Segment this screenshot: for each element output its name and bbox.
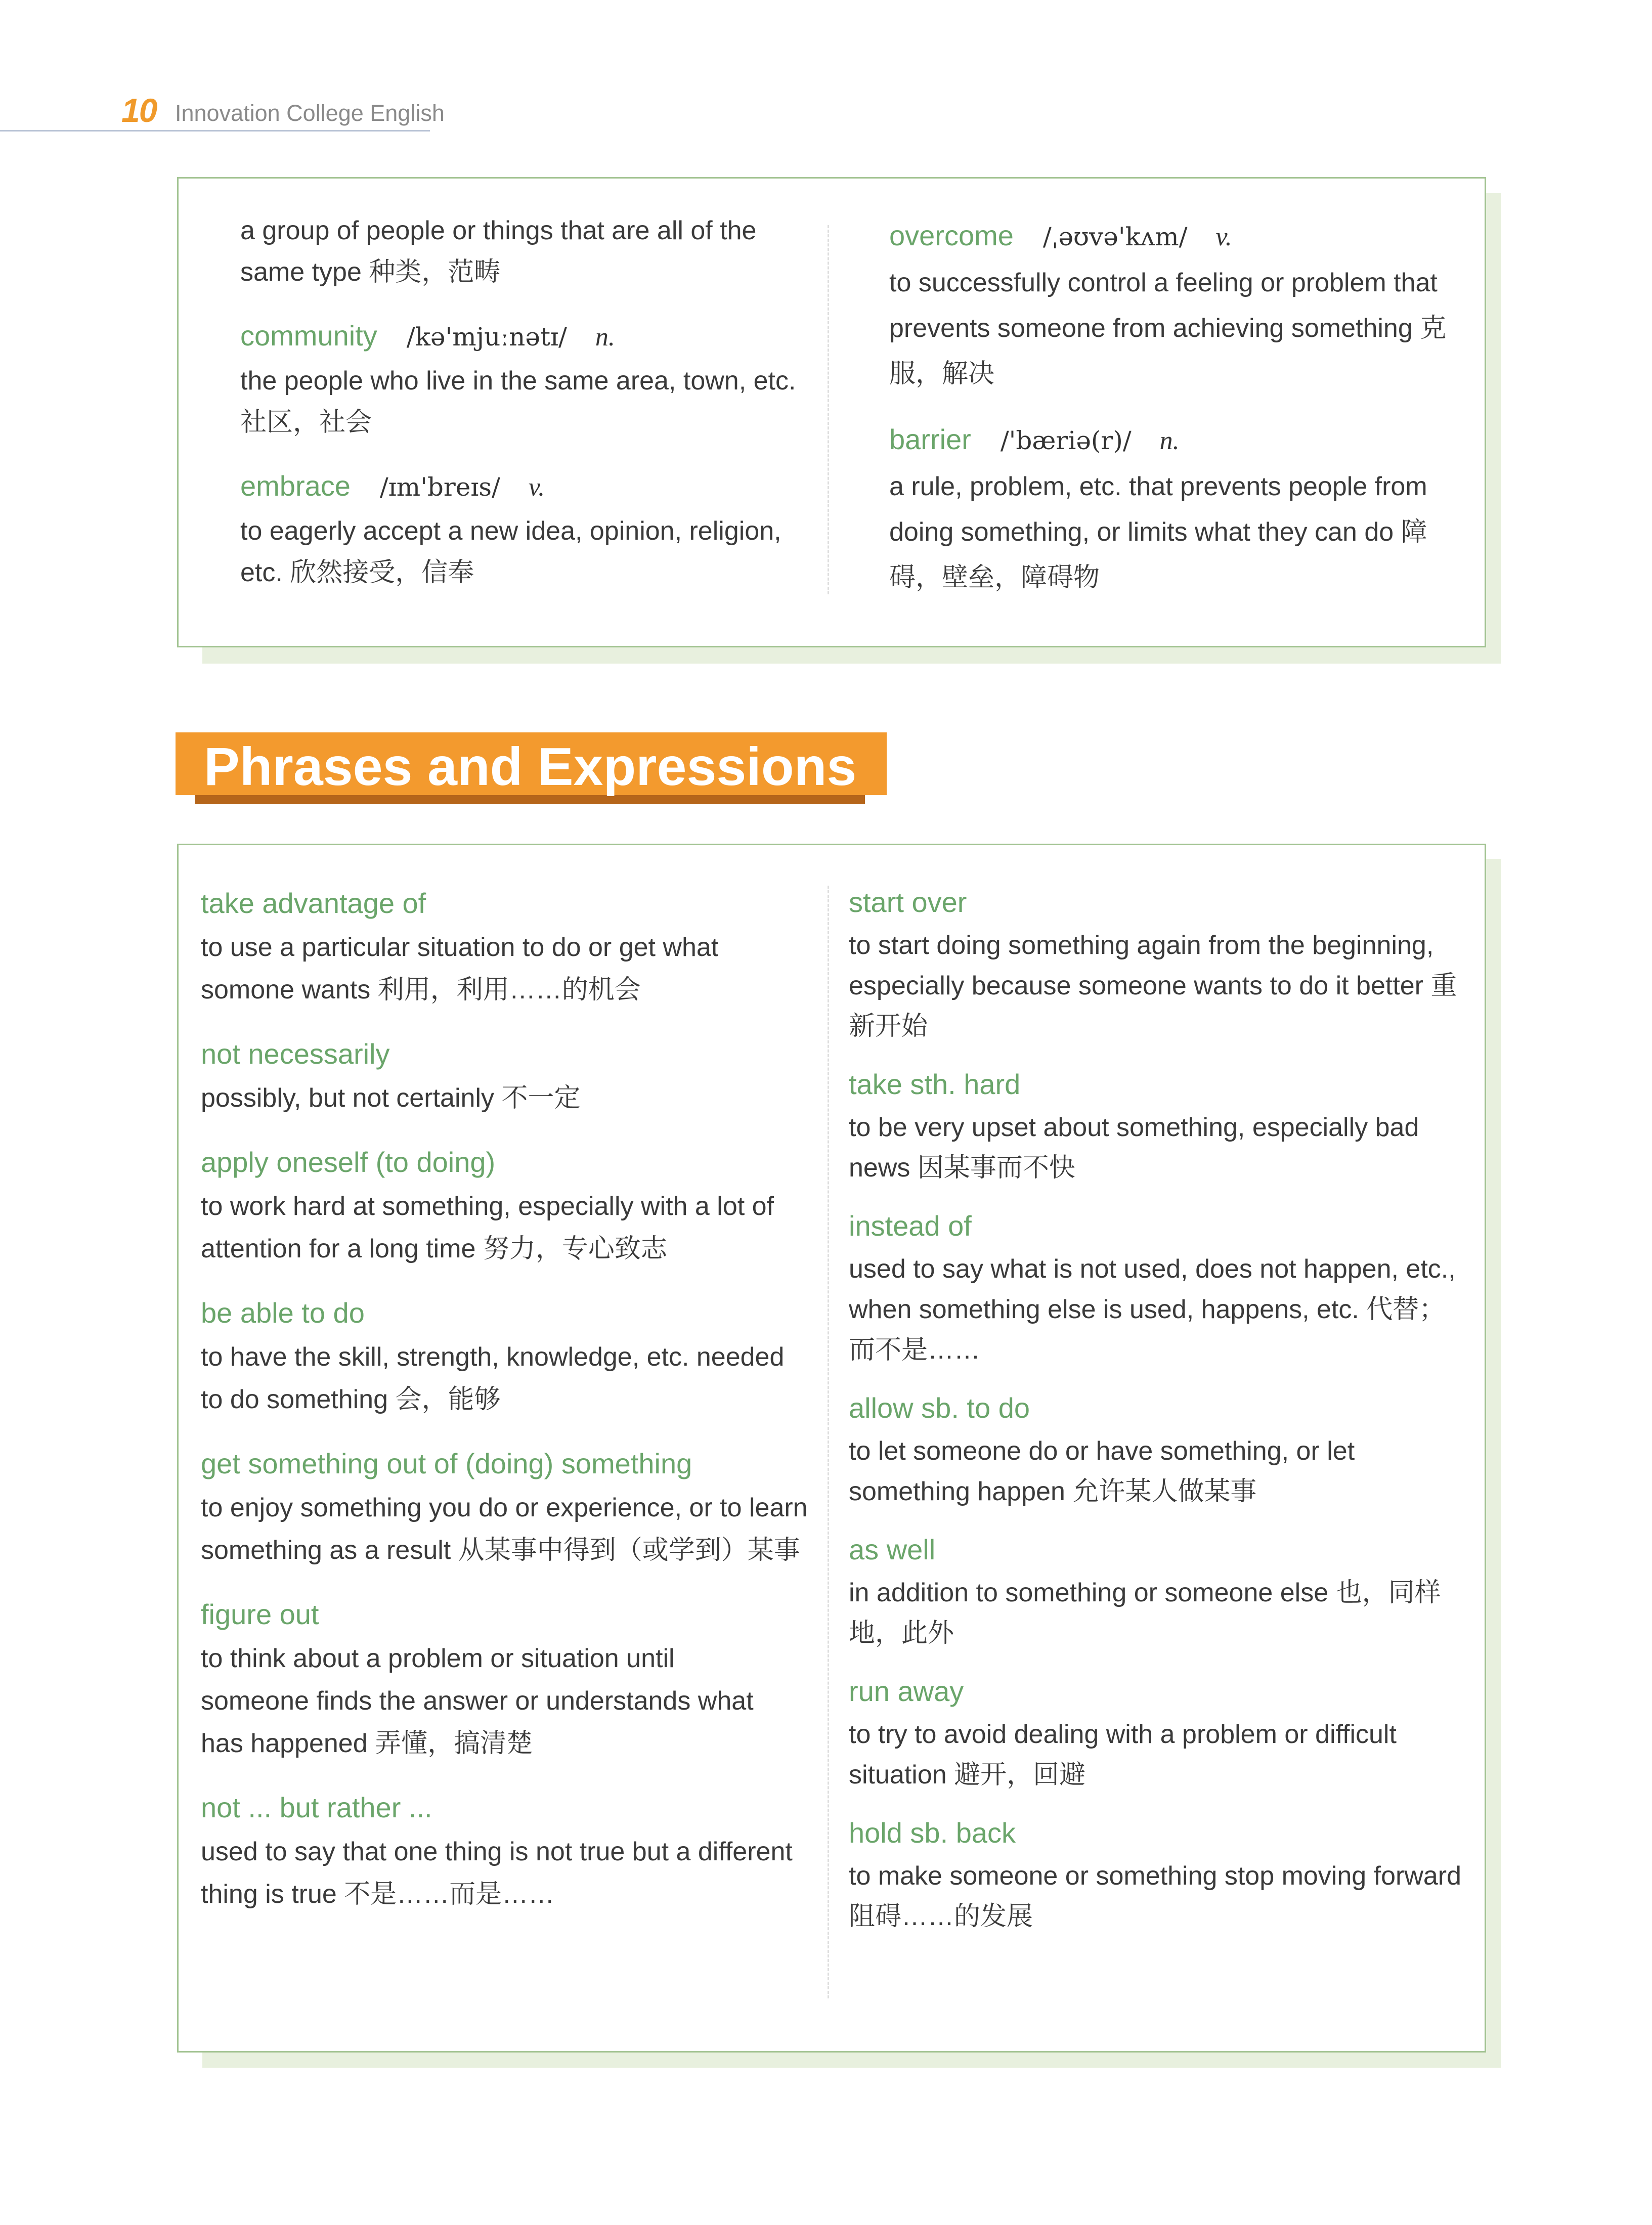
phrase-term: take sth. hard xyxy=(849,1068,1021,1100)
phrase-entry xyxy=(201,1592,808,1765)
vocab-entry xyxy=(889,417,1466,600)
phrase-term: not necessarily xyxy=(201,1038,390,1070)
book-title: Innovation College English xyxy=(175,100,445,126)
vocab-column-divider xyxy=(828,225,829,594)
vocab-entry xyxy=(240,210,812,293)
vocab-term: barrier xyxy=(889,423,971,455)
phrase-definition: used to say that one thing is not true but a different thing is true 不是……而是…… xyxy=(201,1837,793,1909)
phrase-term: instead of xyxy=(849,1210,972,1242)
vocab-ipa: /kə'mjuːnətɪ/ xyxy=(406,322,567,352)
vocab-pos: n. xyxy=(595,323,615,352)
phrase-entry xyxy=(849,880,1471,1046)
phrase-definition: in addition to something or someone else 也，同样地，此外 xyxy=(849,1578,1441,1648)
phrase-term: start over xyxy=(849,886,967,918)
phrase-term: figure out xyxy=(201,1598,319,1630)
phrase-entry xyxy=(201,1031,808,1119)
header-rule xyxy=(0,130,430,132)
phrase-definition: possibly, but not certainly 不一定 xyxy=(201,1083,581,1113)
vocab-entry xyxy=(240,313,812,443)
vocab-pos: v. xyxy=(528,473,545,502)
phrase-definition: to let someone do or have something, or let something happen 允许某人做某事 xyxy=(849,1436,1355,1506)
phrase-term: be able to do xyxy=(201,1297,365,1329)
phrase-term: take advantage of xyxy=(201,887,426,919)
phrases-left-column xyxy=(201,881,808,1915)
phrase-definition: to have the skill, strength, knowledge, etc. needed to do something 会，能够 xyxy=(201,1342,785,1414)
phrase-definition: to work hard at something, especially with a lot of attention for a long time 努力，专心致志 xyxy=(201,1192,774,1263)
phrase-entry xyxy=(201,881,808,1011)
vocab-entry xyxy=(889,213,1466,397)
vocab-pos: n. xyxy=(1159,426,1180,455)
vocab-definition: a rule, problem, etc. that prevents people from doing something, or limits what they can do 障碍，壁垒，障碍物 xyxy=(889,472,1427,592)
vocab-ipa: /'bæriə(r)/ xyxy=(1000,426,1132,455)
phrase-definition: to start doing something again from the beginning, especially because someone wants to do it better 重新开始 xyxy=(849,931,1457,1041)
phrase-definition: to use a particular situation to do or get what somone wants 利用，利用……的机会 xyxy=(201,933,719,1005)
phrase-entry xyxy=(849,1669,1471,1795)
phrase-term: hold sb. back xyxy=(849,1817,1016,1849)
vocab-term: community xyxy=(240,320,377,352)
phrase-definition: to be very upset about something, especially bad news 因某事而不快 xyxy=(849,1113,1419,1183)
vocab-ipa: /ɪm'breɪs/ xyxy=(379,472,500,502)
phrase-entry xyxy=(849,1385,1471,1512)
vocab-definition: a group of people or things that are all of the same type 种类，范畴 xyxy=(240,216,757,287)
phrase-definition: to think about a problem or situation until someone finds the answer or understands what has happened 弄懂，搞清楚 xyxy=(201,1644,754,1758)
phrase-entry xyxy=(201,1785,808,1915)
phrase-entry xyxy=(849,1203,1471,1370)
page-header xyxy=(0,87,445,133)
phrase-entry xyxy=(201,1441,808,1572)
phrase-definition: to enjoy something you do or experience, or to learn something as a result 从某事中得到（或学到）某事 xyxy=(201,1493,808,1565)
phrase-entry xyxy=(849,1527,1471,1653)
phrase-term: get something out of (doing) something xyxy=(201,1448,692,1479)
vocab-pos: v. xyxy=(1215,223,1232,251)
phrase-definition: to try to avoid dealing with a problem or difficult situation 避开，回避 xyxy=(849,1720,1397,1790)
vocab-term: overcome xyxy=(889,220,1014,251)
page-number: 10 xyxy=(121,92,157,129)
phrase-term: run away xyxy=(849,1675,964,1707)
phrase-term: apply oneself (to doing) xyxy=(201,1146,496,1178)
phrase-entry xyxy=(849,1810,1471,1937)
section-title: Phrases and Expressions xyxy=(204,737,857,797)
phrase-definition: to make someone or something stop moving forward 阻碍……的发展 xyxy=(849,1861,1462,1931)
vocab-term: embrace xyxy=(240,470,351,502)
phrases-right-column xyxy=(849,880,1471,1937)
vocab-box xyxy=(177,177,1486,647)
phrase-entry xyxy=(201,1140,808,1270)
vocab-term-line xyxy=(889,213,1466,260)
phrase-term: not ... but rather ... xyxy=(201,1792,432,1823)
vocab-right-column xyxy=(889,213,1466,600)
vocab-definition: to successfully control a feeling or problem that prevents someone from achieving something 克服，解决 xyxy=(889,268,1447,388)
vocab-definition: the people who live in the same area, town, etc. 社区，社会 xyxy=(240,366,796,437)
vocab-definition: to eagerly accept a new idea, opinion, religion, etc. 欣然接受，信奉 xyxy=(240,516,781,587)
vocab-entry xyxy=(240,463,812,593)
vocab-term-line xyxy=(240,463,812,510)
vocab-left-column xyxy=(240,210,812,593)
vocab-term-line xyxy=(240,313,812,360)
phrase-entry xyxy=(849,1062,1471,1188)
vocab-ipa: /ˌəʊvə'kʌm/ xyxy=(1042,222,1188,251)
vocab-term-line xyxy=(889,417,1466,464)
phrases-box xyxy=(177,844,1486,2053)
phrase-term: allow sb. to do xyxy=(849,1392,1030,1424)
phrase-term: as well xyxy=(849,1534,936,1565)
phrase-entry xyxy=(201,1290,808,1421)
phrases-column-divider xyxy=(828,886,829,1998)
phrase-definition: used to say what is not used, does not happen, etc., when something else is used, happens, etc. 代替；而不是…… xyxy=(849,1254,1456,1365)
